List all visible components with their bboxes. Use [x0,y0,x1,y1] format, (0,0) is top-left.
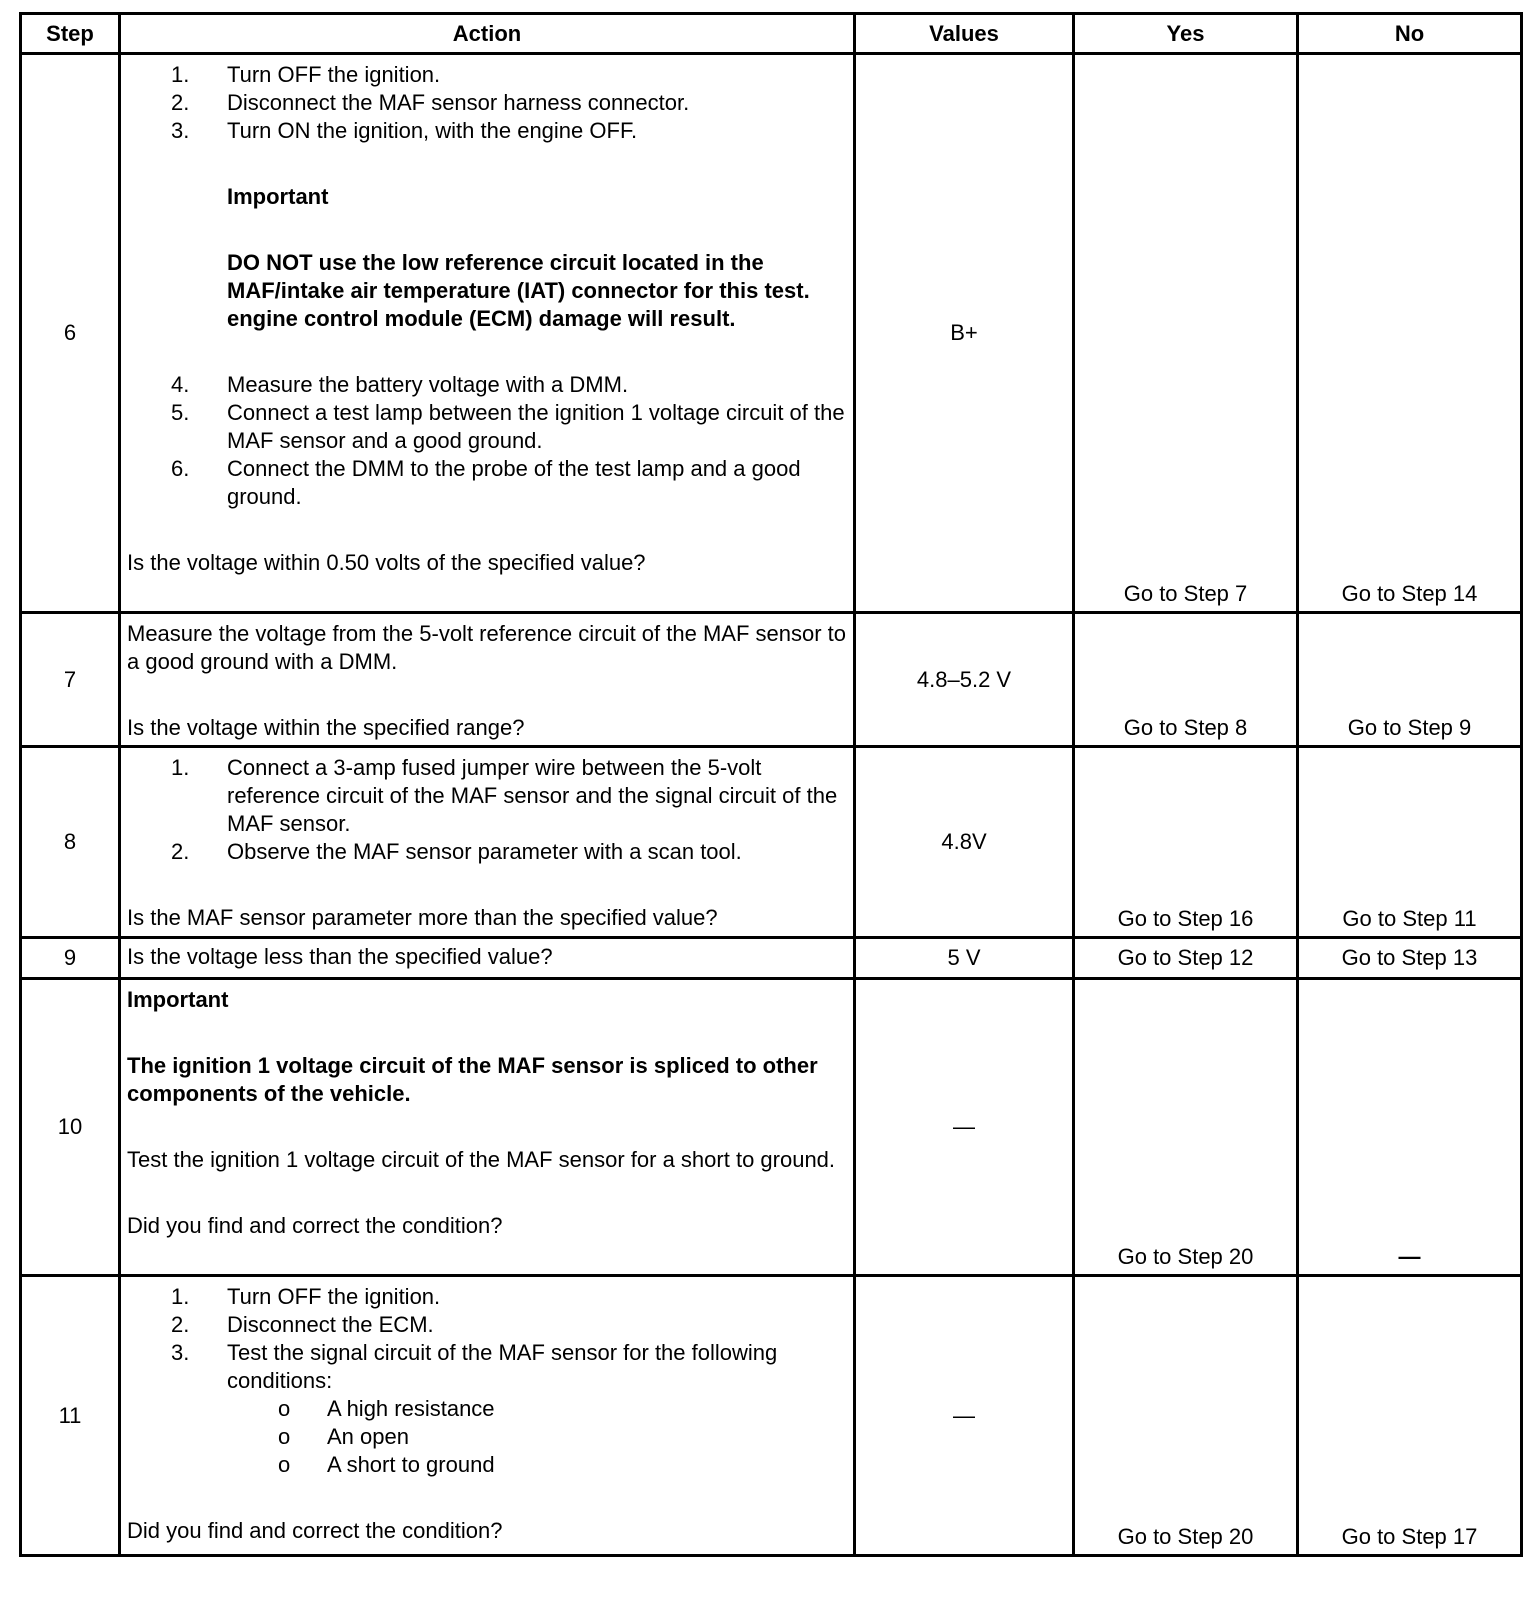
list-item: 2. Disconnect the ECM. [171,1312,434,1337]
yes-cell: Go to Step 12 [1074,938,1298,979]
instruction-list [127,371,849,511]
no-cell: Go to Step 14 [1298,54,1522,613]
instruction-list [127,754,849,866]
important-label: Important [127,987,229,1012]
action-cell [120,747,855,938]
instruction-text: Measure the voltage from the 5-volt reference circuit of the MAF sensor to a good ground with a DMM. [127,621,846,674]
no-cell: Go to Step 17 [1298,1276,1522,1556]
value-cell: 5 V [855,938,1074,979]
yes-cell: Go to Step 20 [1074,979,1298,1276]
list-item: 4. Measure the battery voltage with a DMM. [171,372,629,397]
question-text: Is the voltage less than the specified value? [127,944,553,969]
condition-item: o A short to ground [278,1452,495,1477]
action-cell [120,979,855,1276]
instruction-text: Test the ignition 1 voltage circuit of the MAF sensor for a short to ground. [127,1147,836,1172]
question-text: Is the MAF sensor parameter more than the specified value? [127,905,718,930]
table-row [21,747,1522,938]
value-cell: — [855,1276,1074,1556]
header-values: Values [855,14,1074,54]
header-row [21,14,1522,54]
header-action: Action [120,14,855,54]
yes-cell: Go to Step 16 [1074,747,1298,938]
action-cell [120,1276,855,1556]
action-cell [120,613,855,747]
table-row [21,938,1522,979]
step-number: 11 [21,1276,120,1556]
question-text: Is the voltage within 0.50 volts of the specified value? [127,550,646,575]
condition-item: o A high resistance [278,1396,495,1421]
value-cell: 4.8–5.2 V [855,613,1074,747]
action-cell [120,938,855,979]
question-text: Is the voltage within the specified range? [127,715,525,740]
table-row [21,1276,1522,1556]
yes-cell: Go to Step 7 [1074,54,1298,613]
question-text: Did you find and correct the condition? [127,1213,503,1238]
condition-item: o An open [278,1424,409,1449]
question-text: Did you find and correct the condition? [127,1518,503,1543]
instruction-list [127,1283,849,1395]
step-number: 7 [21,613,120,747]
condition-list [127,1395,849,1479]
no-cell: — [1298,979,1522,1276]
yes-cell: Go to Step 8 [1074,613,1298,747]
no-cell: Go to Step 11 [1298,747,1522,938]
no-cell: Go to Step 13 [1298,938,1522,979]
important-text: DO NOT use the low reference circuit located in the MAF/intake air temperature (IAT) connector for this test. engine control module (ECM) damage will result. [227,250,810,331]
action-cell [120,54,855,613]
step-number: 6 [21,54,120,613]
table-row [21,979,1522,1276]
list-item: 5. Connect a test lamp between the ignition 1 voltage circuit of the MAF sensor and a good ground. [171,400,845,453]
list-item: 1. Connect a 3-amp fused jumper wire between the 5-volt reference circuit of the MAF sensor and the signal circuit of the MAF sensor. [171,755,838,836]
list-item: 3. Test the signal circuit of the MAF sensor for the following conditions: [171,1340,778,1393]
yes-cell: Go to Step 20 [1074,1276,1298,1556]
value-cell: B+ [855,54,1074,613]
instruction-list [127,61,849,145]
important-label: Important [227,184,329,209]
header-step: Step [21,14,120,54]
header-no: No [1298,14,1522,54]
list-item: 3. Turn ON the ignition, with the engine OFF. [171,118,638,143]
table-row [21,613,1522,747]
header-yes: Yes [1074,14,1298,54]
list-item: 1. Turn OFF the ignition. [171,1284,441,1309]
list-item: 1. Turn OFF the ignition. [171,62,441,87]
step-number: 9 [21,938,120,979]
value-cell: — [855,979,1074,1276]
table-row [21,54,1522,613]
value-cell: 4.8V [855,747,1074,938]
no-cell: Go to Step 9 [1298,613,1522,747]
list-item: 2. Disconnect the MAF sensor harness connector. [171,90,690,115]
important-text: The ignition 1 voltage circuit of the MAF sensor is spliced to other components of the vehicle. [127,1053,818,1106]
diagnostic-table [19,12,1523,1557]
list-item: 2. Observe the MAF sensor parameter with a scan tool. [171,839,742,864]
step-number: 10 [21,979,120,1276]
step-number: 8 [21,747,120,938]
list-item: 6. Connect the DMM to the probe of the test lamp and a good ground. [171,456,801,509]
